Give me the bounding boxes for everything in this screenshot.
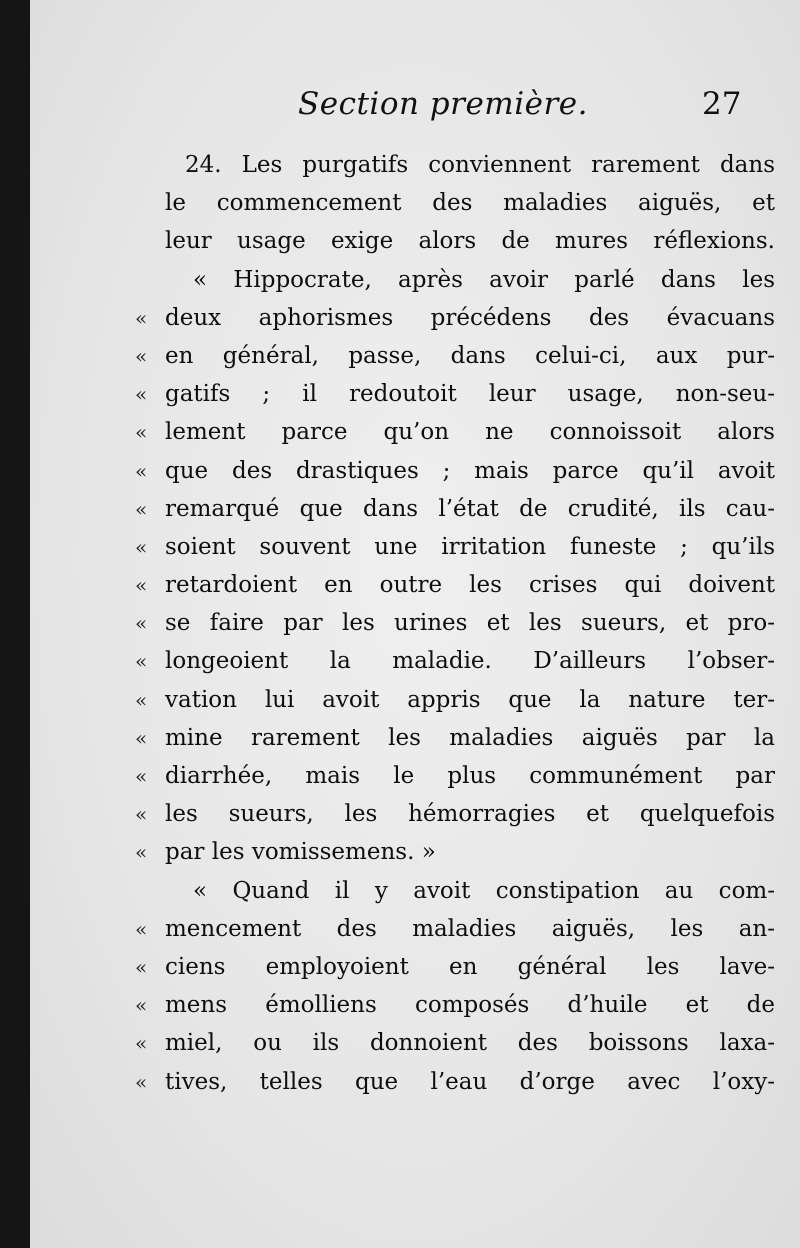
line-text: par les vomissemens. » — [165, 839, 436, 866]
text-line — [135, 375, 775, 413]
text-line — [135, 1063, 775, 1101]
quote-mark: « — [135, 993, 148, 1018]
line-text: lement parce qu’on ne connoissoit alors — [165, 419, 775, 446]
quote-mark: « — [135, 382, 148, 407]
text-line — [135, 1024, 775, 1062]
line-text: que des drastiques ; mais parce qu’il avoit — [165, 457, 775, 484]
text-line — [135, 413, 775, 451]
text-line — [135, 757, 775, 795]
quote-mark: « — [135, 496, 148, 521]
line-text: gatifs ; il redoutoit leur usage, non-seu- — [165, 381, 775, 408]
quote-mark: « — [135, 725, 148, 750]
line-text: le commencement des maladies aiguës, et — [165, 190, 775, 217]
line-text: mine rarement les maladies aiguës par la — [165, 724, 775, 751]
text-line — [135, 719, 775, 757]
text-line — [135, 146, 775, 184]
line-text: soient souvent une irritation funeste ; qu’ils — [165, 533, 775, 560]
line-text: « Hippocrate, après avoir parlé dans les — [193, 266, 775, 293]
book-page — [30, 0, 800, 1248]
line-text: en général, passe, dans celui-ci, aux pur- — [165, 342, 775, 369]
text-line — [135, 184, 775, 222]
line-text: miel, ou ils donnoient des boissons laxa- — [165, 1030, 775, 1057]
quote-mark: « — [135, 611, 148, 636]
line-text: leur usage exige alors de mures réflexions. — [165, 228, 775, 255]
line-text: les sueurs, les hémorragies et quelquefois — [165, 801, 775, 828]
quote-mark: « — [135, 954, 148, 979]
text-line — [135, 299, 775, 337]
body-text — [135, 146, 775, 1101]
line-text: mens émolliens composés d’huile et de — [165, 992, 775, 1019]
quote-mark: « — [135, 534, 148, 559]
quote-mark: « — [135, 458, 148, 483]
line-text: deux aphorismes précédens des évacuans — [165, 304, 775, 331]
quote-mark: « — [135, 687, 148, 712]
line-text: retardoient en outre les crises qui doivent — [165, 572, 775, 599]
quote-mark: « — [135, 573, 148, 598]
text-line — [135, 795, 775, 833]
quote-mark: « — [135, 649, 148, 674]
line-text: remarqué que dans l’état de crudité, ils cau- — [165, 495, 775, 522]
line-text: mencement des maladies aiguës, les an- — [165, 915, 775, 942]
line-text: tives, telles que l’eau d’orge avec l’oxy- — [165, 1068, 775, 1095]
quote-mark: « — [135, 802, 148, 827]
binding-gutter — [0, 0, 34, 1248]
line-text: vation lui avoit appris que la nature ter- — [165, 686, 775, 713]
line-text: ciens employoient en général les lave- — [165, 953, 775, 980]
text-line — [135, 604, 775, 642]
quote-mark: « — [135, 1031, 148, 1056]
text-line — [135, 261, 775, 299]
text-line — [135, 452, 775, 490]
quote-mark: « — [135, 916, 148, 941]
text-line — [135, 566, 775, 604]
text-line — [135, 337, 775, 375]
text-line — [135, 222, 775, 260]
quote-mark: « — [135, 764, 148, 788]
quote-mark: « — [135, 840, 148, 865]
text-line — [135, 872, 775, 910]
quote-mark: « — [135, 420, 148, 445]
text-line — [135, 490, 775, 528]
text-line — [135, 833, 775, 871]
line-text: diarrhée, mais le plus communément par — [165, 763, 775, 789]
text-line — [135, 528, 775, 566]
text-line — [135, 948, 775, 986]
running-title: Section première. — [298, 86, 588, 122]
quote-mark: « — [135, 1069, 148, 1094]
page-header — [30, 86, 800, 126]
text-line — [135, 681, 775, 719]
page-number: 27 — [702, 86, 742, 122]
quote-mark: « — [135, 343, 148, 368]
line-text: se faire par les urines et les sueurs, et pro- — [165, 610, 775, 637]
line-text: « Quand il y avoit constipation au com- — [193, 877, 775, 904]
line-text: longeoient la maladie. D’ailleurs l’obser- — [165, 648, 775, 675]
line-text: 24. Les purgatifs conviennent rarement dans — [185, 152, 775, 178]
text-line — [135, 986, 775, 1024]
text-line — [135, 910, 775, 948]
quote-mark: « — [135, 305, 148, 330]
text-line — [135, 642, 775, 680]
